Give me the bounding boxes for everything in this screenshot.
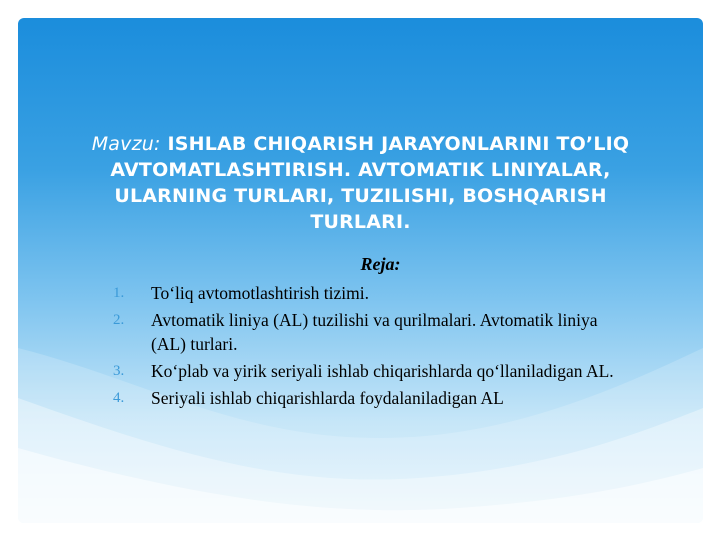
plan-heading: Reja: [360,254,401,274]
plan-list [113,281,633,413]
plan-item-number: 4. [113,390,125,406]
slide [18,18,703,523]
plan-item [113,359,633,383]
plan-item-text: Seriyali ishlab chiqarishlarda foydalaniladigan AL [151,388,504,408]
title-label: Mavzu: [91,133,161,155]
plan-item-text: Avtomatik liniya (AL) tuzilishi va qurilmalari. Avtomatik liniya (AL) turlari. [151,310,598,354]
title-text: ISHLAB CHIQARISH JARAYONLARINI TO’LIQ AVTOMATLASHTIRISH. AVTOMATIK LINIYALAR, ULARNING TURLARI, TUZILISHI, BOSHQARISH TURLARI. [110,133,630,233]
plan-item-number: 3. [113,363,125,379]
slide-title [78,131,643,235]
plan-item-number: 2. [113,312,125,328]
plan-item-text: Ko‘plab va yirik seriyali ishlab chiqarishlarda qo‘llaniladigan AL. [151,361,614,381]
plan-item [113,281,633,305]
plan-item-text: To‘liq avtomotlashtirish tizimi. [151,283,369,303]
plan-item [113,386,633,410]
plan-item-number: 1. [113,285,125,301]
plan-item [113,308,633,356]
